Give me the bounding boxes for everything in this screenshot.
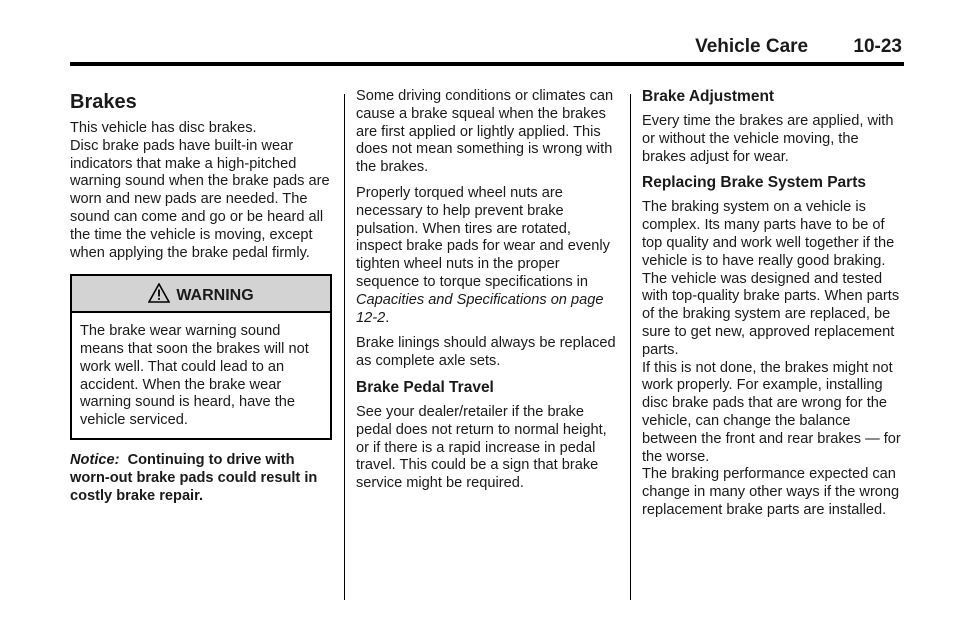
column-divider	[344, 94, 345, 600]
paragraph: Brake linings should always be replaced as complete axle sets.	[356, 335, 616, 370]
paragraph: See your dealer/retailer if the brake pedal does not return to normal height, or if there is a rapid increase in pedal travel. This could be a sign that brake service might be required.	[356, 403, 607, 492]
paragraph: Disc brake pads have built-in wear indicators that make a high-pitched warning sound when the brake pads are worn and new pads are needed. The sound can come and go or be heard all the time the vehicle is moving, except when applying the brake pedal firmly.	[70, 137, 330, 261]
page-header	[695, 36, 902, 58]
column-right	[642, 88, 904, 528]
page-number: 10-23	[853, 36, 902, 57]
subheading: Replacing Brake System Parts	[642, 174, 866, 192]
warning-text: The brake wear warning sound means that soon the brakes will not work well. That could lead to an accident. When the brake wear warning sound is heard, have the vehicle serviced.	[80, 323, 309, 429]
paragraph-end: .	[385, 309, 390, 326]
column-left	[70, 88, 332, 513]
paragraph: The braking performance expected can change in many other ways if the wrong replacement brake parts are installed.	[642, 466, 900, 518]
cross-reference-link[interactable]: Capacities and Specifications on page 12-2	[356, 291, 604, 326]
paragraph: If this is not done, the brakes might not work properly. For example, installing disc brake pads that are wrong for the vehicle, can change the balance between the front and rear brakes — for the worse.	[642, 359, 901, 465]
column-middle	[356, 88, 618, 501]
warning-label: WARNING	[176, 287, 254, 305]
paragraph: Some driving conditions or climates can cause a brake squeal when the brakes are first applied or lightly applied. This does not mean something is wrong with the brakes.	[356, 88, 614, 176]
subheading: Brake Pedal Travel	[356, 378, 494, 396]
paragraph	[356, 185, 618, 327]
warning-header	[72, 276, 330, 313]
warning-box	[70, 274, 332, 440]
notice-text: Continuing to drive with worn-out brake pads could result in costly brake repair.	[70, 451, 318, 504]
notice	[70, 452, 332, 505]
paragraph: This vehicle has disc brakes.	[70, 120, 257, 136]
paragraph: The braking system on a vehicle is complex. Its many parts have to be of top quality and work well together if the vehicle is to have really good braking. The vehicle was designed and tested with top-quality brake parts. When parts of the braking system are replaced, be sure to get new, approved replacement parts.	[642, 199, 900, 358]
paragraph: Every time the brakes are applied, with or without the vehicle moving, the brakes adjust for wear.	[642, 113, 894, 165]
subheading: Brake Adjustment	[642, 88, 775, 105]
warning-triangle-icon	[148, 287, 176, 304]
notice-label: Notice:	[70, 451, 120, 468]
section-title: Vehicle Care	[695, 36, 809, 57]
paragraph-text: Properly torqued wheel nuts are necessary to help prevent brake pulsation. When tires are rotated, inspect brake pads for wear and evenly tighten wheel nuts in the proper sequence to torque specifications in	[356, 184, 610, 290]
header-rule	[70, 62, 904, 66]
column-divider	[630, 94, 631, 600]
section-heading: Brakes	[70, 91, 137, 113]
